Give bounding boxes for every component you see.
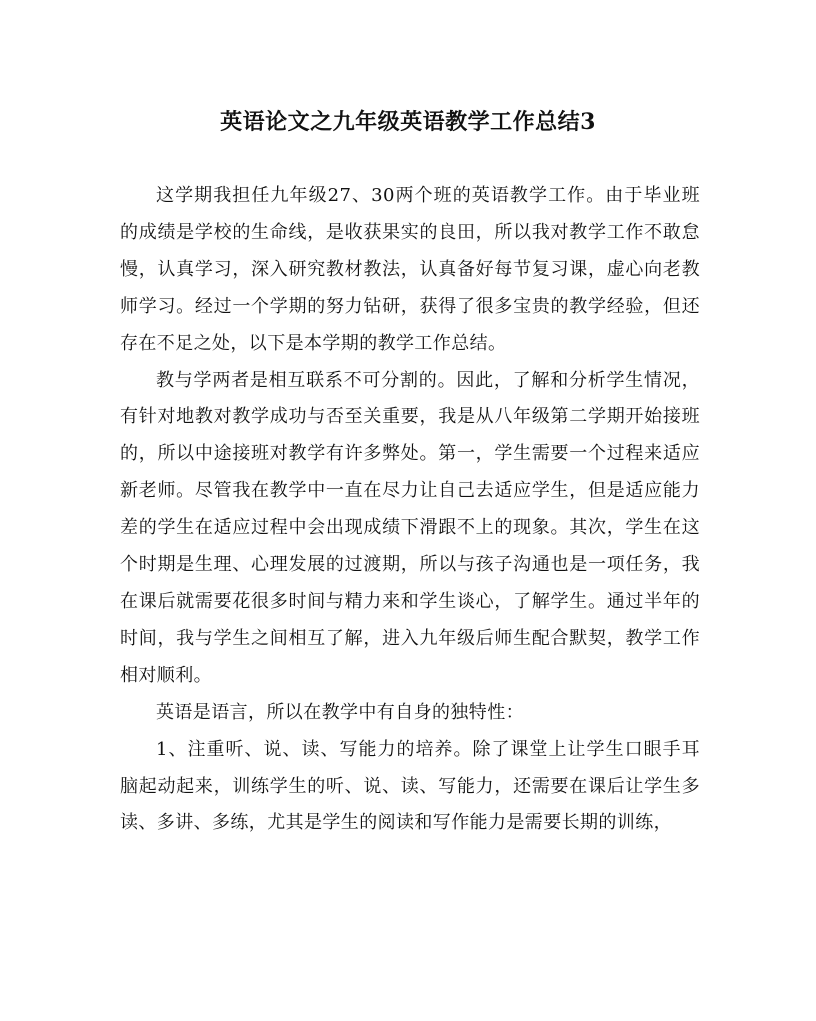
paragraph-teaching-learning: 教与学两者是相互联系不可分割的。因此，了解和分析学生情况，有针对地教对教学成功与否至关重要，我是从八年级第二学期开始接班的，所以中途接班对教学有许多弊处。第一，学生需要一个过程来适应新老师。尽管我在教学中一直在尽力让自己去适应学生，但是适应能力差的学生在适应过程中会出现成绩下滑跟不上的现象。其次，学生在这个时期是生理、心理发展的过渡期，所以与孩子沟通也是一项任务，我在课后就需要花很多时间与精力来和学生谈心，了解学生。通过半年的时间，我与学生之间相互了解，进入九年级后师生配合默契，教学工作相对顺利。 (120, 369, 700, 686)
document-title: 英语论文之九年级英语教学工作总结3 (220, 109, 596, 135)
paragraph-english-language: 英语是语言，所以在教学中有自身的独特性： (156, 701, 524, 723)
paragraph-intro: 这学期我担任九年级27、30两个班的英语教学工作。由于毕业班的成绩是学校的生命线，是收获果实的良田，所以我对教学工作不敢怠慢，认真学习，深入研究教材教法，认真备好每节复习课，虚心向老教师学习。经过一个学期的努力钻研，获得了很多宝贵的教学经验，但还存在不足之处，以下是本学期的教学工作总结。 (120, 185, 700, 354)
paragraph-point-1: 1、注重听、说、读、写能力的培养。除了课堂上让学生口眼手耳脑起动起来，训练学生的听、说、读、写能力，还需要在课后让学生多读、多讲、多练，尤其是学生的阅读和写作能力是需要长期的训练， (120, 738, 700, 834)
document-body (120, 178, 700, 842)
